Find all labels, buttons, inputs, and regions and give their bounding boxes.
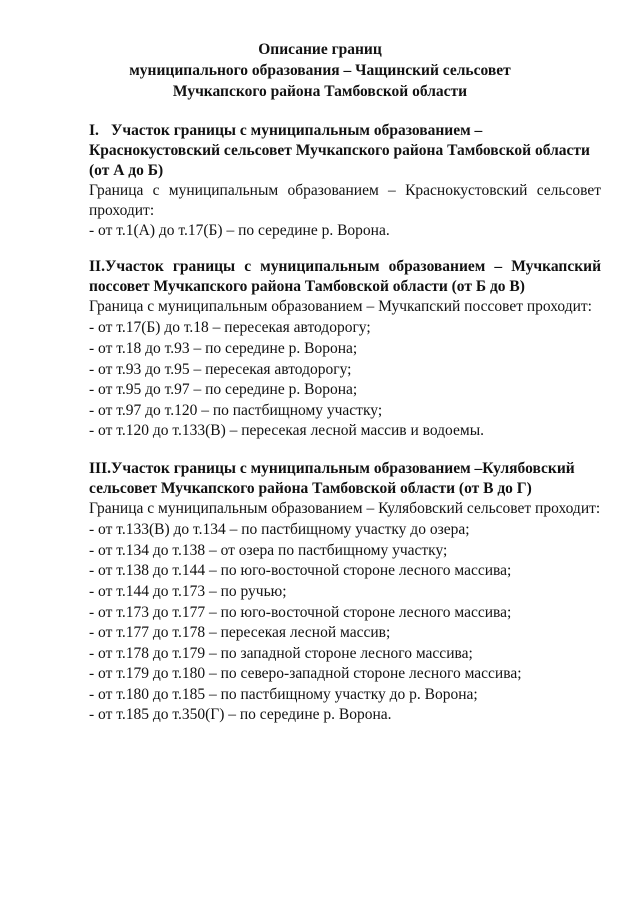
document-title-line-2: муниципального образования – Чащинский сельсовет: [129, 62, 511, 79]
section-2-item-4: - от т.95 до т.97 – по середине р. Ворона;: [89, 381, 358, 398]
section-2-heading-line-1: [89, 257, 601, 277]
section-3-item-1: - от т.133(В) до т.134 – по пастбищному участку до озера;: [89, 521, 470, 538]
document-title-line-3: Мучкапского района Тамбовской области: [172, 83, 468, 100]
section-3-item-6: - от т.177 до т.178 – пересекая лесной массив;: [89, 624, 391, 641]
section-3-item-10: - от т.185 до т.350(Г) – по середине р. Ворона.: [89, 706, 392, 723]
section-3-intro: Граница с муниципальным образованием – Кулябовский сельсовет проходит:: [89, 500, 601, 517]
section-3-number: III.: [89, 460, 111, 477]
section-2-heading-line-2: поссовет Мучкапского района Тамбовской области (от Б до В): [89, 278, 525, 295]
section-1-intro-line-2: проходит:: [89, 202, 155, 219]
section-1-item-1: - от т.1(А) до т.17(Б) – по середине р. Ворона.: [89, 222, 390, 239]
section-1-heading-line-1: [89, 121, 482, 141]
section-2-item-5: - от т.97 до т.120 – по пастбищному участку;: [89, 402, 383, 419]
section-3-item-2: - от т.134 до т.138 – от озера по пастбищному участку;: [89, 542, 448, 559]
section-2-number: II.: [89, 258, 105, 275]
section-3-item-4: - от т.144 до т.173 – по ручью;: [89, 583, 287, 600]
document-title-line-1: Описание границ: [258, 41, 382, 58]
section-3-item-5: - от т.173 до т.177 – по юго-восточной стороне лесного массива;: [89, 604, 512, 621]
section-1-heading-line-3: (от А до Б): [89, 162, 164, 179]
section-2-item-1: - от т.17(Б) до т.18 – пересекая автодорогу;: [89, 319, 371, 336]
section-3-heading-text: Участок границы с муниципальным образованием –Кулябовский: [110, 460, 575, 477]
section-3-item-9: - от т.180 до т.185 – по пастбищному участку до р. Ворона;: [89, 686, 478, 703]
section-2-intro: Граница с муниципальным образованием – Мучкапский поссовет проходит:: [89, 298, 592, 315]
section-1-heading-line-2: Краснокустовский сельсовет Мучкапского района Тамбовской области: [89, 142, 590, 159]
section-3-item-7: - от т.178 до т.179 – по западной стороне лесного массива;: [89, 645, 473, 662]
section-2-heading-text: Участок границы с муниципальным образованием – Мучкапский: [104, 258, 601, 275]
section-2-item-6: - от т.120 до т.133(В) – пересекая лесной массив и водоемы.: [89, 422, 484, 439]
section-3-item-3: - от т.138 до т.144 – по юго-восточной стороне лесного массива;: [89, 562, 512, 579]
section-3-heading-line-1: [89, 459, 575, 479]
section-2-item-2: - от т.18 до т.93 – по середине р. Ворона;: [89, 340, 358, 357]
section-1-heading-text: Участок границы с муниципальным образованием –: [111, 122, 483, 139]
section-1-number: I.: [89, 122, 99, 139]
section-1-intro-line-1: Граница с муниципальным образованием – Краснокустовский сельсовет: [89, 182, 601, 199]
section-3-item-8: - от т.179 до т.180 – по северо-западной стороне лесного массива;: [89, 665, 522, 682]
section-3-heading-line-2: сельсовет Мучкапского района Тамбовской области (от В до Г): [89, 480, 532, 497]
section-2-item-3: - от т.93 до т.95 – пересекая автодорогу;: [89, 361, 352, 378]
